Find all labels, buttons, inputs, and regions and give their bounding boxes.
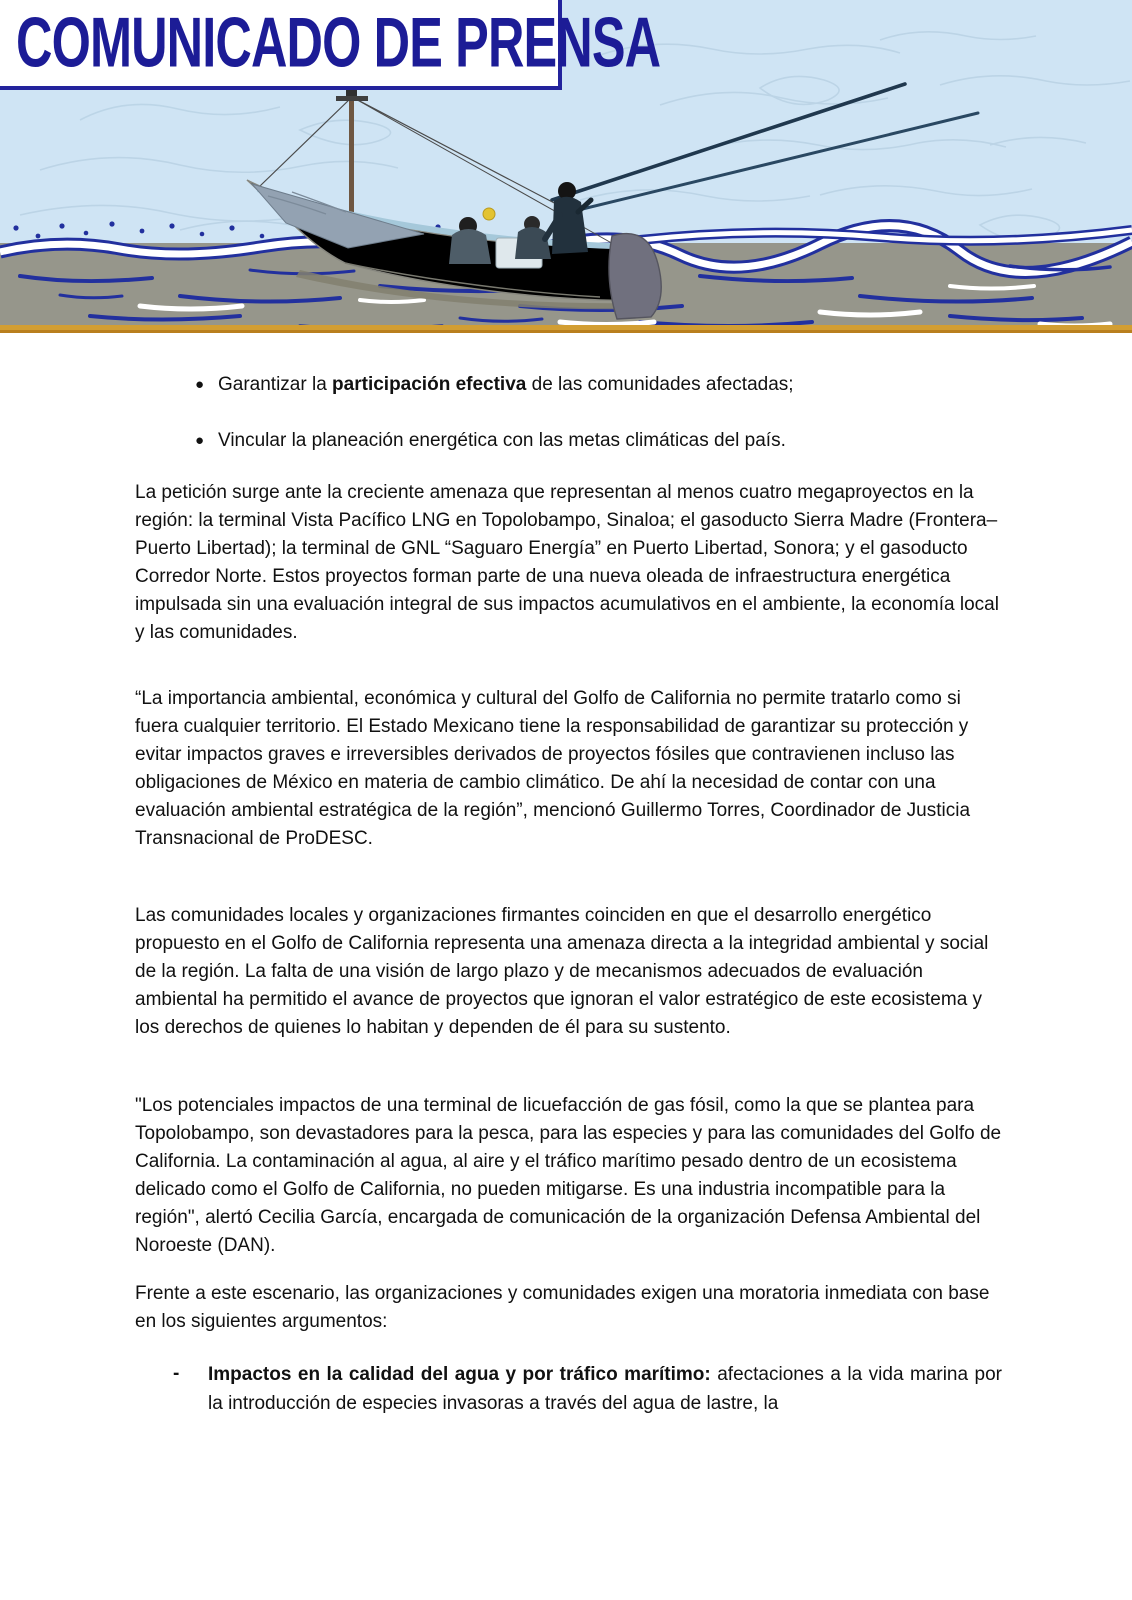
bullet-icon: ● bbox=[195, 432, 205, 449]
document-body bbox=[0, 333, 1132, 1418]
paragraph-quote-guillermo-torres: “La importancia ambiental, económica y cultural del Golfo de California no permite tratarlo como si fuera cualquier territorio. El Estado Mexicano tiene la responsabilidad de garantizar su protección y evitar impactos graves e irreversibles derivados de proyectos fósiles que contravienen incluso las obligaciones de México en materia de cambio climático. De ahí la necesidad de contar con una evaluación ambiental estratégica de la región”, mencionó Guillermo Torres, Coordinador de Justicia Transnacional de ProDESC. bbox=[135, 688, 971, 849]
paragraph-communities: Las comunidades locales y organizaciones firmantes coinciden en que el desarrollo energético propuesto en el Golfo de California representa una amenaza directa a la integridad ambiental y social de la región. La falta de una visión de largo plazo y de mecanismos adecuados de evaluación ambiental ha permitido el avance de proyectos que ignoran el valor estratégico de este ecosistema y los derechos de quienes lo habitan y dependen de él para su sustento. bbox=[135, 905, 989, 1038]
bullet-item bbox=[195, 427, 1002, 455]
mast-crossbar bbox=[336, 96, 368, 101]
paragraph-quote-cecilia-garcia: "Los potenciales impactos de una terminal de licuefacción de gas fósil, como la que se plantea para Topolobampo, son devastadores para la pesca, para las especies y para las comunidades del Golfo de California. La contaminación al agua, al aire y el tráfico marítimo pesado dentro de un ecosistema delicado como el Golfo de California, no pueden mitigarse. Es una industria incompatible para la región", alertó Cecilia García, encargada de comunicación de la organización Defensa Ambiental del Noroeste (DAN). bbox=[135, 1095, 1002, 1256]
buoy bbox=[483, 208, 495, 220]
list-item-text: Impactos en la calidad del agua y por tráfico marítimo: afectaciones a la vida marina por la introducción de especies invasoras a través del agua de lastre, la bbox=[208, 1364, 1003, 1414]
dash-icon: - bbox=[173, 1363, 180, 1384]
paragraph-petition: La petición surge ante la creciente amenaza que representan al menos cuatro megaproyectos en la región: la terminal Vista Pacífico LNG en Topolobampo, Sinaloa; el gasoducto Sierra Madre (Frontera–Puerto Libertad); la terminal de GNL “Saguaro Energía” en Puerto Libertad, Sonora; y el gasoducto Corredor Norte. Estos proyectos forman parte de una nueva oleada de infraestructura energética impulsada sin una evaluación integral de sus impactos acumulativos en el ambiente, la economía local y las comunidades. bbox=[135, 482, 999, 643]
press-release-title-box bbox=[0, 0, 661, 90]
bullet-text: Vincular la planeación energética con las metas climáticas del país. bbox=[218, 430, 786, 451]
banner bbox=[0, 0, 1132, 333]
gold-divider bbox=[0, 325, 1132, 330]
bullet-icon: ● bbox=[195, 376, 205, 393]
list-item-water-quality bbox=[173, 1360, 1002, 1418]
bullet-text: Garantizar la participación efectiva de las comunidades afectadas; bbox=[218, 374, 794, 395]
page-title: COMUNICADO DE PRENSA bbox=[16, 2, 661, 82]
paragraph-moratoria-intro: Frente a este escenario, las organizaciones y comunidades exigen una moratoria inmediata con base en los siguientes argumentos: bbox=[135, 1283, 990, 1332]
bullet-item bbox=[195, 371, 1002, 399]
